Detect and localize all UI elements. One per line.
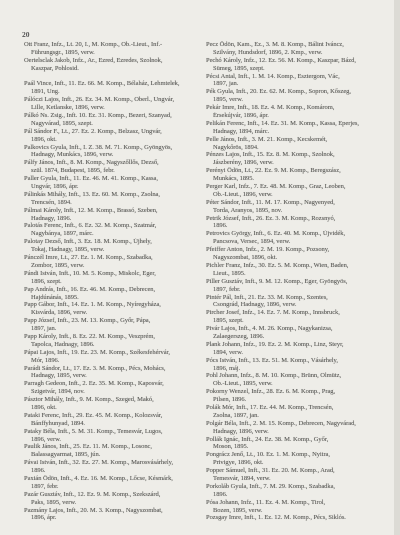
entry-heading-line: Pásztor Mihály, Inft., 9. M. Komp., Szeged, Makó, <box>24 396 154 404</box>
entry-heading-line: Palotás Ferenc, Inft., 6. Ez. 32. M. Komp., Szatmár, <box>24 222 157 230</box>
entry-heading-line: Péter Sándor, Inft., 11. M. 17. Komp., Nagyenyed, <box>206 198 335 206</box>
register-entry <box>206 467 384 483</box>
entry-continuation-line: Temesvár, 1894, verw. <box>213 474 271 482</box>
entry-continuation-line: Szilvány, Hundsdorf, 1896, 2. Kmp., verw. <box>213 48 323 56</box>
entry-heading-line: Polgár Béla, Inft., 2. M. 15. Komp., Debrecen, Nagyvárad, <box>206 419 356 427</box>
entry-continuation-line: 1896, verw. <box>31 435 61 443</box>
entry-continuation-line: Ungvár, 1896, ápr. <box>31 183 79 191</box>
entry-continuation-line: Hadnagy, 1896, verw. <box>213 427 269 435</box>
entry-continuation-line: Tapolca, Hadnagy, 1896. <box>31 340 95 348</box>
entry-continuation-line: Ob.-Lieut., 1896, verw. <box>213 190 273 198</box>
register-entry <box>24 80 200 96</box>
register-entry <box>206 388 384 404</box>
entry-continuation-line: Nagykőrös, 1894. <box>213 143 259 151</box>
register-entry <box>24 222 200 238</box>
entry-heading-line: Pap András, Inft., 16. Ez. 46. M. Komp., Debrecen, <box>24 285 156 293</box>
register-entry <box>24 412 200 428</box>
entry-heading-line: Pápai Lajos, Inft., 19. Ez. 23. M. Komp., Székesfehérvár, <box>24 348 170 356</box>
entry-continuation-line: 1896, okt. <box>31 135 57 143</box>
entry-heading-line: Pálinkás Mihály, Inft., 13. Ez. 60. M. Komp., Zsolna, <box>24 190 160 198</box>
entry-heading-line: Paál Vince, Inft., 11. Ez. 66. M. Komp., Bélaház, Lehmtelek, <box>24 80 180 88</box>
entry-continuation-line: Zsolna, 1897, jan. <box>213 411 259 419</box>
entry-heading-line: Pál Sándor F., Lt., 27. Ez. 2. Komp., Belzasz, Ungvár, <box>24 127 162 135</box>
entry-heading-line: Pócs István, Inft., 13. Ez. 51. M. Komp., Vásárhely, <box>206 356 338 364</box>
entry-heading-line: Pénzes Lajos, Inft., 15. Ez. 8. M. Komp., Szolnok, <box>206 151 335 159</box>
entry-continuation-line: 1897, jan. <box>31 325 57 333</box>
entry-heading-line: Pekár Imre, Inft., 18. Ez. 4. M. Komp., Komárom, <box>206 104 335 112</box>
entry-continuation-line: Trencsén, 1894. <box>31 198 72 206</box>
entry-continuation-line: Pancsova, Versec, 1894, verw. <box>213 238 291 246</box>
register-entry <box>206 499 384 515</box>
entry-continuation-line: Kaszpar, Pohlosid. <box>31 64 79 72</box>
entry-heading-line: Pechó Károly, Infz., 12. Ez. 56. M. Komp., Kaszpar, Bázd, <box>206 56 356 64</box>
entry-heading-line: Pongrácz Jenő, Lt., 10. Ez. 1. M. Komp., Nyitra, <box>206 451 330 459</box>
entry-heading-line: Papp Károly, Inft., 8. Ez. 22. M. Komp., Veszprém, <box>24 332 155 340</box>
entry-continuation-line: 1896. <box>31 467 46 475</box>
entry-continuation-line: 1896, okt. <box>31 403 57 411</box>
entry-continuation-line: Tokaj, Hadnagy, 1895, verw. <box>31 246 105 254</box>
register-entry <box>24 96 200 112</box>
entry-heading-line: Papp József, Inft., 23. M. 13. Komp., Győr, Pápa, <box>24 317 151 325</box>
register-entry <box>24 57 200 73</box>
entry-heading-line: Ott Franz, Infz., Lt. 20, I., M. Komp., Ob.-Lieut., Inf.- <box>24 41 163 48</box>
entry-continuation-line: 1897, febr. <box>31 482 59 490</box>
entry-continuation-line: Bánffyhunyad, 1894. <box>31 419 85 427</box>
entry-heading-line: Paxián Ödön, Inft., 4. Ez. 16. M. Komp., Lőcse, Késmárk, <box>24 474 173 482</box>
register-entry <box>206 262 384 278</box>
entry-continuation-line: Sümeg, 1895, szept. <box>213 64 265 72</box>
entry-heading-line: Pék Gyula, Inft., 20. Ez. 62. M. Komp., Sopron, Kőszeg, <box>206 88 351 96</box>
register-entry <box>206 73 384 89</box>
entry-continuation-line: 1897, febr. <box>213 285 241 293</box>
entry-heading-line: Pánczél Imre, Lt., 27. Ez. 1. M. Komp., Szabadka, <box>24 254 153 262</box>
entry-heading-line: Perényi Ödön, Lt., 22. Ez. 9. M. Komp., Beregszász, <box>206 167 341 175</box>
entry-heading-line: Pálmai Károly, Inft., 12. M. Komp., Brassó, Szeben, <box>24 206 158 214</box>
register-entry <box>206 357 384 373</box>
entry-continuation-line: Lieut., 1895. <box>213 269 246 277</box>
register-entry <box>24 159 200 175</box>
entry-heading-line: Pataky Béla, Inft., 5. M. 31. Komp., Temesvár, Lugos, <box>24 427 163 435</box>
entry-heading-line: Pazár Gusztáv, Inft., 12. Ez. 9. M. Komp., Szekszárd, <box>24 490 161 498</box>
entry-heading-line: Paller Gyula, Inft., 11. Ez. 46. M. 41. Komp., Kassa, <box>24 175 158 183</box>
register-entry <box>206 341 384 357</box>
entry-heading-line: Pintér Pál, Inft., 21. Ez. 33. M. Komp., Szentes, <box>206 293 328 301</box>
scan-edge <box>394 0 400 535</box>
register-entry <box>206 309 384 325</box>
entry-continuation-line: Zalaegerszeg, 1896. <box>213 332 265 340</box>
entry-heading-line: Pelikán Ferenc, Inft., 14. Ez. 31. M. Komp., Kassa, Eperjes, <box>206 119 359 127</box>
entry-continuation-line: Hadnagy, 1896. <box>31 214 72 222</box>
register-entry <box>24 365 200 381</box>
entry-heading-line: Pichler Franz, Infz., 30. Ez. 5. M. Komp., Wien, Baden, <box>206 261 349 269</box>
register-entry <box>24 317 200 333</box>
register-entry <box>206 451 384 467</box>
register-entry <box>24 380 200 396</box>
entry-continuation-line: 1897, jan. <box>213 80 239 88</box>
register-entry <box>206 136 384 152</box>
entry-heading-line: Pazmány Lajos, Inft., 20. M. 3. Komp., Nagyszombat, <box>24 506 163 514</box>
entry-heading-line: Parádi Sándor, Lt., 17. Ez. 3. M. Komp., Pécs, Mohács, <box>24 364 166 372</box>
entry-continuation-line: Lille, Ketlanske, 1896, verw. <box>31 104 105 112</box>
entry-continuation-line: Pilsen, 1896. <box>213 396 247 404</box>
register-entry <box>24 270 200 286</box>
register-entry <box>24 301 200 317</box>
entry-heading-line: Perger Karl, Infz., 7. Ez. 48. M. Komp., Graz, Leoben, <box>206 183 346 191</box>
register-entry <box>206 230 384 246</box>
entry-heading-line: Pávai István, Inft., 32. Ez. 27. M. Komp., Marosvásárhely, <box>24 459 174 467</box>
register-entry <box>206 104 384 120</box>
register-entry <box>24 349 200 365</box>
register-entry <box>24 175 200 191</box>
entry-continuation-line: Privigye, 1896, okt. <box>213 459 264 467</box>
entry-continuation-line: 1891, Ung. <box>31 88 60 96</box>
register-entry <box>206 151 384 167</box>
entry-continuation-line: 1896, máj. <box>213 364 241 372</box>
register-entry <box>206 57 384 73</box>
entry-heading-line: Parragh Gedeon, Inft., 2. Ez. 35. M. Komp., Kaposvár, <box>24 380 164 388</box>
entry-continuation-line: Paks, 1895, verw. <box>31 498 77 506</box>
entry-heading-line: Petrovics György, Inft., 6. Ez. 40. M. Komp., Újvidék, <box>206 230 346 238</box>
register-entry <box>206 199 384 215</box>
entry-continuation-line: szül. 1874, Budapest, 1895, febr. <box>31 167 115 175</box>
entry-continuation-line: Hajdúnánás, 1895. <box>31 293 79 301</box>
entry-heading-line: Pokorny Wenzel, Infz., 28. Ez. 6. M. Komp., Prag, <box>206 388 336 396</box>
entry-heading-line: Popper Sámuel, Inft., 31. Ez. 20. M. Komp., Arad, <box>206 467 335 475</box>
entry-heading-line: Pecz Ödön, Kam., Ez., 3. M. 8. Komp., Bálint Iváncz, <box>206 41 344 48</box>
register-entry <box>24 207 200 223</box>
register-entry <box>24 238 200 254</box>
entry-heading-line: Pálóczi Lajos, Inft., 26. Ez. 34. M. Komp., Oberl., Ungvár, <box>24 96 175 104</box>
entry-continuation-line: Jászberény, 1896, verw. <box>213 159 274 167</box>
register-entry <box>24 428 200 444</box>
entry-continuation-line: Torda, Aranyos, 1895, nov. <box>213 206 283 214</box>
register-entry <box>24 41 200 57</box>
entry-heading-line: Pelle János, Inft., 3. M. 21. Komp., Kecskemét, <box>206 135 328 143</box>
register-entry <box>206 436 384 452</box>
register-entry <box>206 167 384 183</box>
entry-continuation-line: Balassagyarmat, 1895, jún. <box>31 451 101 459</box>
register-entry <box>24 475 200 491</box>
entry-heading-line: Pósa Johann, Infz., 11. Ez. 4. M. Komp., Tirol, <box>206 498 326 506</box>
entry-continuation-line: Munkács, 1895. <box>213 175 255 183</box>
entry-continuation-line: Hadnagy, 1895, verw. <box>31 372 87 380</box>
entry-heading-line: Porkoláb Gyula, Inft., 7. M. 29. Komp., Szabadka, <box>206 482 335 490</box>
entry-heading-line: Paulik János, Inft., 25. Ez. 11. M. Komp., Losonc, <box>24 443 152 451</box>
entry-heading-line: Pozsgay Imre, Inft., 1. Ez. 12. M. Komp., Pécs, Siklós. <box>206 514 346 522</box>
entry-continuation-line: Nagyszombat, 1896, okt. <box>213 254 278 262</box>
register-entry <box>206 215 384 231</box>
entry-continuation-line: Szigetvár, 1894, nov. <box>31 388 85 396</box>
entry-continuation-line: Csongrád, Hadnagy, 1896, verw. <box>213 301 297 309</box>
entry-heading-line: Plank Johann, Infz., 19. Ez. 2. M. Komp., Linz, Steyr, <box>206 340 344 348</box>
register-entry <box>206 41 384 57</box>
register-entry <box>206 325 384 341</box>
entry-heading-line: Petrik József, Inft., 26. Ez. 3. M. Komp., Rozsnyó, <box>206 214 336 222</box>
right-column <box>206 41 384 531</box>
register-entry <box>206 88 384 104</box>
entry-continuation-line: Ob.-Lieut., 1895, verw. <box>213 380 273 388</box>
entry-continuation-line: 1895, szept. <box>213 317 244 325</box>
left-column <box>24 41 200 531</box>
register-entry <box>206 483 384 499</box>
page-number: 20 <box>22 30 30 39</box>
entry-continuation-line: Nagyvárad, 1895, szept. <box>31 119 93 127</box>
register-entry <box>24 128 200 144</box>
entry-continuation-line: Zombor, 1895, verw. <box>31 261 85 269</box>
entry-heading-line: Pálkó Ns. Zsig., Inft. 10. Ez. 31. Komp., Bezeri, Szanyad, <box>24 112 172 120</box>
entry-continuation-line: Führungsgr., 1895, verw. <box>31 48 95 56</box>
entry-heading-line: Papp Gábor, Inft., 14. Ez. 1. M. Komp., Nyíregyháza, <box>24 301 161 309</box>
register-entry <box>206 294 384 310</box>
entry-heading-line: Palkovics Gyula, Inft., I. Z. 38. M. 71. Komp., Gyöngyös, <box>24 143 173 151</box>
register-entry <box>206 404 384 420</box>
register-entry <box>24 491 200 507</box>
entry-heading-line: Pécsi Antal, Inft., 1. M. 14. Komp., Esztergom, Vác, <box>206 72 340 80</box>
register-entry <box>24 396 200 412</box>
entry-continuation-line: 1896. <box>213 490 228 498</box>
entry-heading-line: Pfeiffer Anton, Infz., 2. M. 19. Komp., Pozsony, <box>206 246 330 254</box>
entry-heading-line: Palotay Dezső, Inft., 3. Ez. 18. M. Komp., Újhely, <box>24 238 152 246</box>
entry-heading-line: Pohl Johann, Infz., 8. M. 10. Komp., Brünn, Olmütz, <box>206 372 342 380</box>
register-entry <box>24 459 200 475</box>
entry-heading-line: Pollák Ignác, Inft., 24. Ez. 38. M. Komp., Győr, <box>206 435 329 443</box>
register-entry <box>24 507 200 523</box>
register-entry <box>206 120 384 136</box>
entry-continuation-line: 1894, verw. <box>213 348 243 356</box>
register-entry <box>206 278 384 294</box>
entry-continuation-line: Bozen, 1895, verw. <box>213 506 263 514</box>
register-entry <box>24 112 200 128</box>
entry-continuation-line: 1896, ápr. <box>31 514 57 522</box>
register-entry <box>206 246 384 262</box>
entry-heading-line: Pircher Josef, Infz., 14. Ez. 7. M. Komp., Innsbruck, <box>206 309 340 317</box>
entry-continuation-line: Mór, 1896. <box>31 356 60 364</box>
register-entry <box>206 514 384 522</box>
entry-heading-line: Pataki Ferenc, Inft., 29. Ez. 45. M. Komp., Kolozsvár, <box>24 411 163 419</box>
entry-heading-line: Oertelsclak Jakob, Infz., Ar., Ezred, Ezredes, Szolnok, <box>24 56 163 64</box>
entry-heading-line: Pándi István, Inft., 10. M. 5. Komp., Miskolc, Eger, <box>24 269 156 277</box>
entry-heading-line: Pivár Lajos, Inft., 4. M. 26. Komp., Nagykanizsa, <box>206 325 333 333</box>
entry-continuation-line: 1896, szept. <box>31 277 62 285</box>
entry-heading-line: Piller Gusztáv, Inft., 9. M. 12. Komp., Eger, Gyöngyös, <box>206 277 348 285</box>
register-entry <box>24 144 200 160</box>
register-entry <box>206 183 384 199</box>
register-entry <box>24 191 200 207</box>
register-entry <box>24 254 200 270</box>
entry-continuation-line: 1895, verw. <box>213 96 243 104</box>
entry-heading-line: Pálfy János, Inft., 8. M. Komp., Nagyszőllős, Dezső, <box>24 159 159 167</box>
entry-continuation-line: Moson, 1895. <box>213 443 249 451</box>
register-entry <box>24 286 200 302</box>
register-entry <box>206 420 384 436</box>
entry-continuation-line: Érsekújvár, 1896, ápr. <box>213 112 269 120</box>
register-entry <box>24 443 200 459</box>
register-entry <box>24 333 200 349</box>
entry-continuation-line: 1896. <box>213 222 228 230</box>
entry-continuation-line: Kisvárda, 1896, verw. <box>31 309 88 317</box>
entry-continuation-line: Nagybánya, 1897, márc. <box>31 230 94 238</box>
entry-continuation-line: Hadnagy, Munkács, 1896, verw. <box>31 151 114 159</box>
entry-continuation-line: Hadnagy, 1894, márc. <box>213 127 270 135</box>
entry-heading-line: Polák Mór, Inft., 17. Ez. 44. M. Komp., Trencsén, <box>206 403 334 411</box>
register-entry <box>206 372 384 388</box>
